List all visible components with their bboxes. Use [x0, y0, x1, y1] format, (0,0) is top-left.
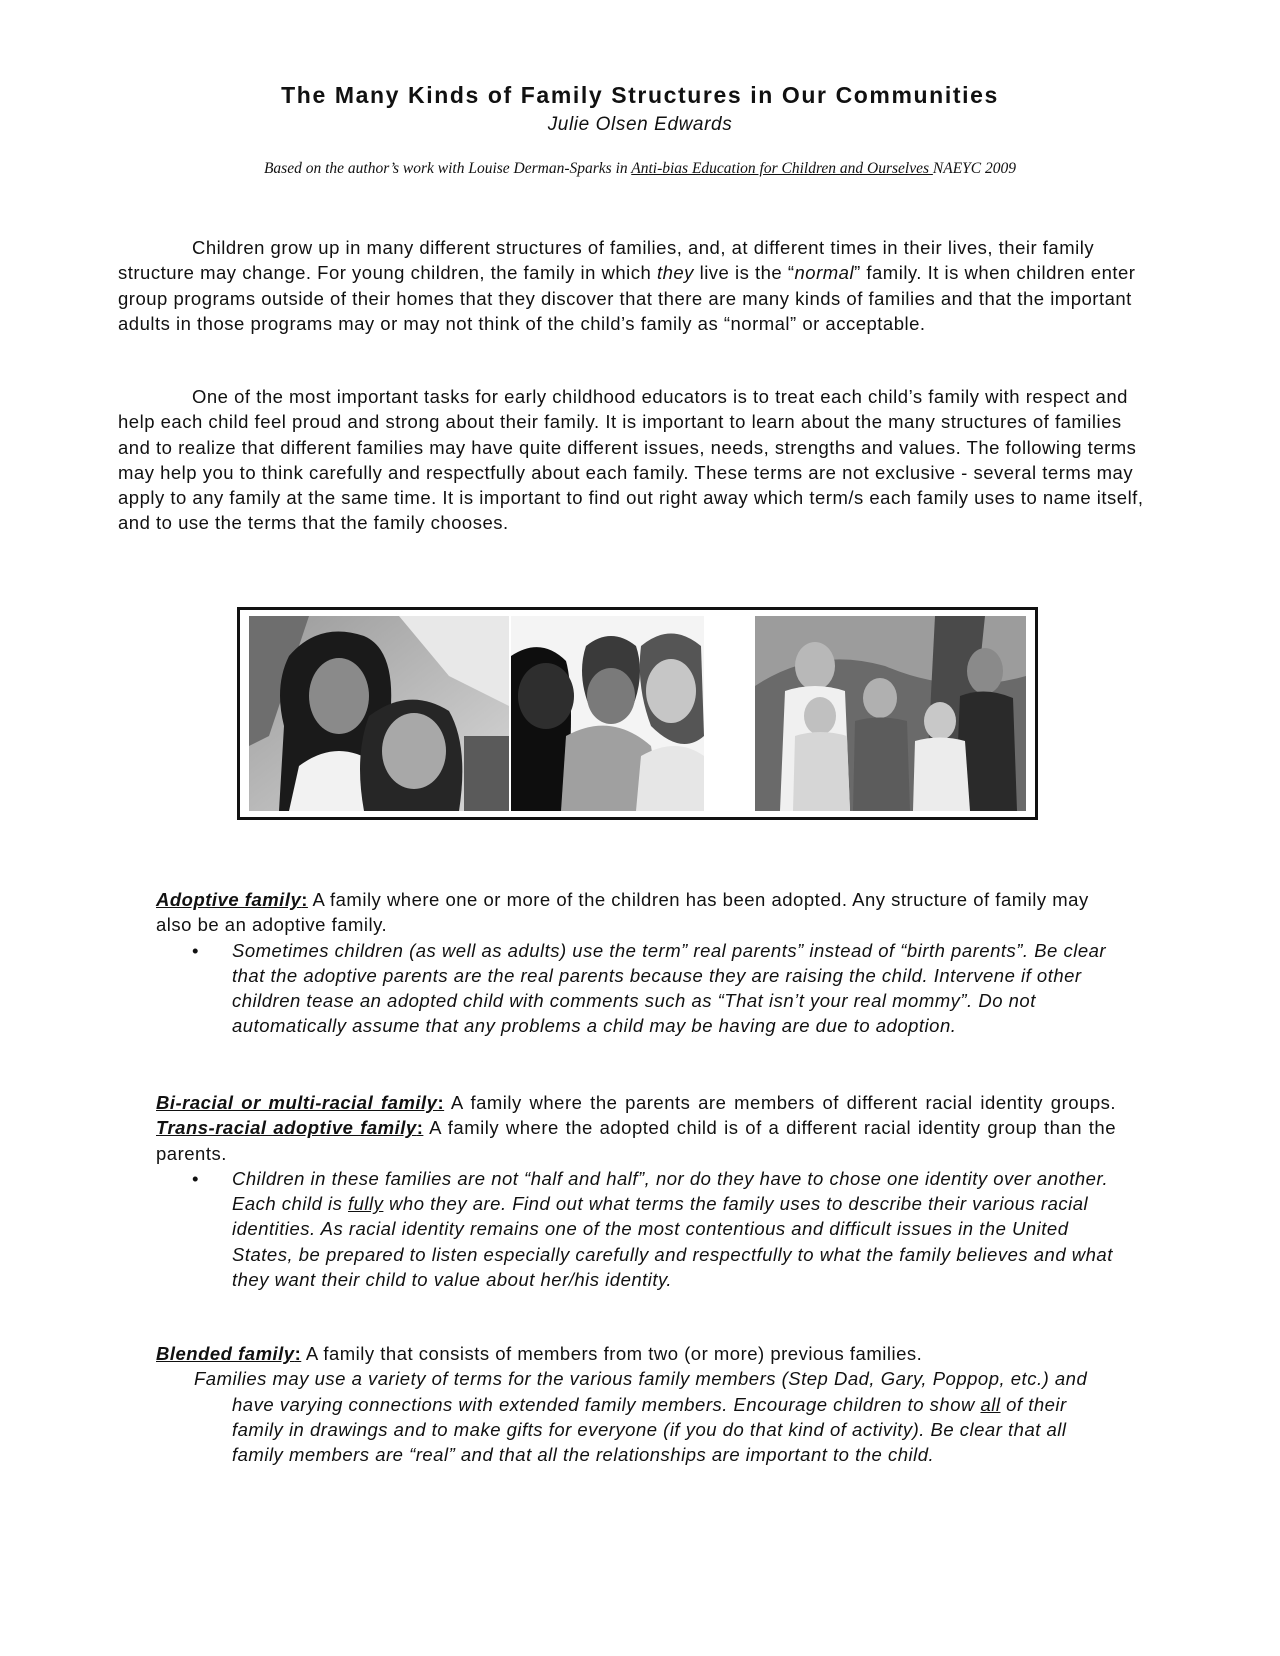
term-definition: A family where one or more of the children has been adopted. Any structure of family may also be an adoptive family.: [156, 889, 1089, 936]
photo-mother-and-child: [249, 616, 509, 811]
note-text: Families may use a variety of terms for the various family members (Step Dad, Gary, Poppop, etc.) and have varying connections with extended family members. Encourage children to show: [194, 1368, 1088, 1415]
family-photo-strip: [237, 607, 1038, 820]
bullet-icon: •: [192, 939, 199, 961]
bullet-icon: •: [192, 1167, 199, 1189]
term-definition: A family where the adopted child is of a different racial identity group than the parents.: [156, 1117, 1117, 1164]
term-colon: :: [301, 889, 308, 910]
note-emphasis-all: all: [980, 1393, 1001, 1415]
intro-emphasis-normal: normal: [794, 262, 855, 284]
intro-paragraph-2: [118, 384, 1158, 536]
adoptive-bullet: [156, 938, 1116, 1039]
intro-text: live is the “: [693, 262, 795, 284]
term-adoptive-family: [156, 887, 1116, 1039]
intro-text: ” family. It is when children enter group programs outside of their homes that they discover that there are many kinds of families and that the important adults in those programs may or may not think of the child’s family as “normal” or acceptable.: [118, 262, 1136, 334]
intro-emphasis-they: they: [656, 262, 694, 284]
citation-prefix: Based on the author’s work with Louise Derman-Sparks in: [263, 160, 632, 177]
term-label: Adoptive family: [156, 889, 302, 910]
intro-text: Children grow up in many different structures of families, and, at different times in their lives, their family structure may change. For young children, the family in which: [118, 237, 1095, 284]
citation-book-title: Anti-bias Education for Children and Ourselves: [631, 160, 933, 177]
term-label-transracial: Trans-racial adoptive family: [156, 1117, 417, 1139]
term-definition: A family that consists of members from two (or more) previous families.: [301, 1343, 923, 1364]
citation-publisher: NAEYC 2009: [932, 160, 1017, 177]
term-colon: :: [437, 1092, 445, 1113]
term-blended-family: [156, 1341, 1116, 1467]
adoptive-definition: [156, 887, 1116, 938]
blended-definition: [156, 1341, 1116, 1366]
bullet-text: Children in these families are not “half and half”, nor do they have to chose one identity over another. Each child is: [232, 1167, 1109, 1215]
term-definition: A family where the parents are members of different racial identity groups.: [444, 1092, 1117, 1113]
term-label: Blended family: [156, 1343, 295, 1364]
bullet-emphasis-fully: fully: [348, 1193, 384, 1215]
blended-note: [156, 1366, 1116, 1467]
source-citation: [0, 160, 1280, 178]
photo-family-group: [755, 616, 1026, 811]
bullet-text: Sometimes children (as well as adults) use the term” real parents” instead of “birth parents”. Be clear that the adoptive parents are the real parents because they are raising the child. Intervene if other children tease an adopted child with comments such as “That isn’t your real mommy”. Do not automatically assume that any problems a child may be having are due to adoption.: [232, 939, 1107, 1037]
biracial-bullet: [156, 1166, 1116, 1292]
bullet-text: who they are. Find out what terms the family uses to describe their various racial identities. As racial identity remains one of the most contentious and difficult issues in the United States, be prepared to listen especially carefully and respectfully to what the family believes and what they want their child to value about her/his identity.: [232, 1193, 1113, 1291]
document-title: The Many Kinds of Family Structures in Our Communities: [281, 82, 999, 108]
note-text: of their family in drawings and to make gifts for everyone (if you do that kind of activity). Be clear that all family members are “real” and that all the relationships are important to the child.: [232, 1393, 1067, 1466]
term-label: Bi-racial or multi-racial family: [156, 1092, 438, 1113]
term-biracial-family: [156, 1090, 1116, 1292]
term-colon: :: [294, 1343, 302, 1364]
term-colon: :: [416, 1117, 424, 1139]
photo-parents-and-child: [511, 616, 704, 811]
intro-paragraph-1: [118, 235, 1158, 336]
intro-text: One of the most important tasks for early childhood educators is to treat each child’s family with respect and help each child feel proud and strong about their family. It is important to learn about the many structures of families and to realize that different families may have quite different issues, needs, strengths and values. The following terms may help you to think carefully and respectfully about each family. These terms are not exclusive - several terms may apply to any family at the same time. It is important to find out right away which term/s each family uses to name itself, and to use the terms that the family chooses.: [118, 386, 1144, 534]
author-name: Julie Olsen Edwards: [547, 114, 733, 135]
biracial-definition: [156, 1090, 1116, 1166]
